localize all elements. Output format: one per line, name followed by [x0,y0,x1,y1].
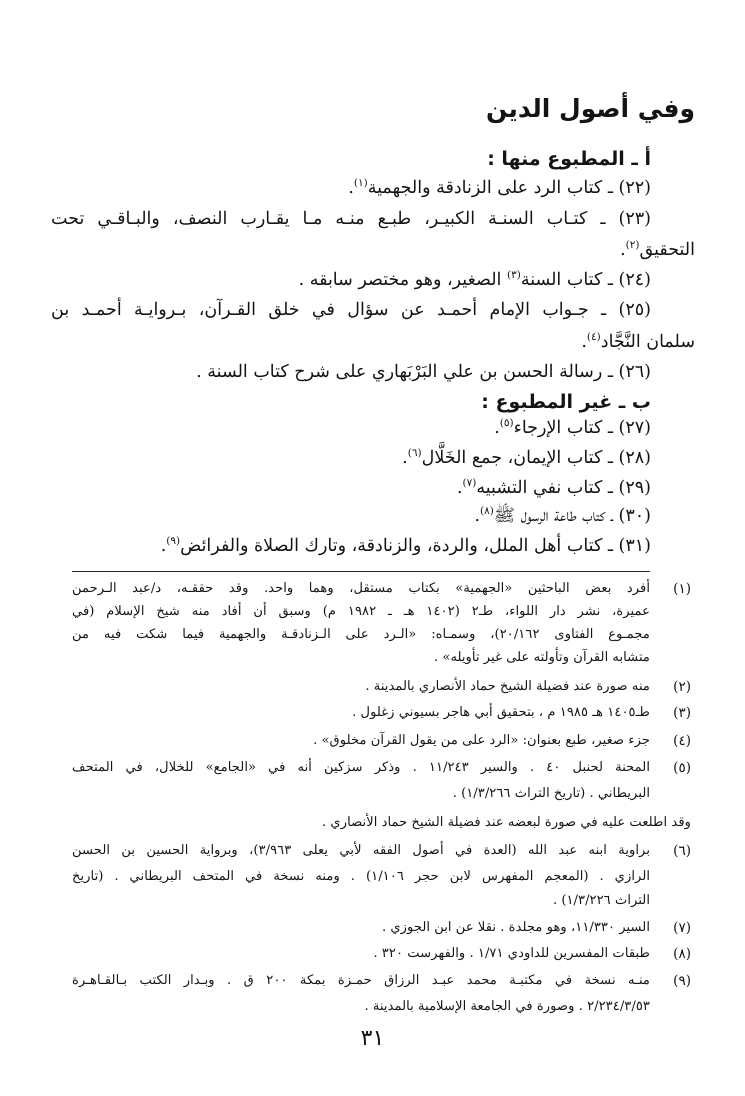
footnote-2-number: (٢) [673,679,691,695]
footnote-ref-6: (٦) [407,447,422,460]
item-26: (٢٦) ـ رسالة الحسن بن علي البَرْبَهاري على شرح كتاب السنة . [196,362,651,382]
footnote-8-number: (٨) [673,946,691,962]
footnote-1-number: (١) [673,581,691,597]
item-29-text: (٢٩) ـ كتاب نفي التشبيه [476,478,651,498]
item-30-tail: . [474,506,481,526]
item-28-tail: . [402,448,408,468]
item-31-text: (٣١) ـ كتاب أهل الملل، والردة، والزنادقة، وتارك الصلاة والفرائض [180,536,651,556]
footnote-ref-2: (٢) [625,239,640,252]
item-27 [494,418,651,439]
footnote-2-line: منه صورة عند فضيلة الشيخ حماد الأنصاري بالمدينة . [365,679,650,694]
item-27-tail: . [494,418,500,438]
item-27-text: (٢٧) ـ كتاب الإرجاء [513,418,651,438]
item-24-tail: الصغير، وهو مختصر سابقه . [298,270,507,290]
footnote-4-line: جزء صغير، طبع بعنوان: «الرد على من يقول القرآن مخلوق» . [313,733,650,748]
item-25-text: سلمان النَّجَّاد [600,332,695,352]
footnote-ref-3: (٣) [506,269,521,282]
footnote-1-line: أفرد بعض الباحثين «الجهمية» بكتاب مستقل، وهما واحد. وقد حققـه، د/عبد الـرحمن [72,581,650,596]
footnote-3-number: (٣) [673,705,691,721]
footnote-5-line: وقد اطلعت عليه في صورة لبعضه عند فضيلة الشيخ حماد الأنصاري . [322,815,691,830]
footnote-ref-9: (٩) [166,535,181,548]
footnote-9-number: (٩) [673,973,691,989]
footnote-ref-1: (١) [353,177,368,190]
item-28-text: (٢٨) ـ كتاب الإيمان، جمع الخَلَّال [421,448,651,468]
footnote-7-line: السير ١١/٣٣٠، وهو مجلدة . نقلا عن ابن الجوزي . [381,920,650,935]
item-25-line2 [581,332,695,353]
footnote-8-line: طبقات المفسرين للداودي ١/٧١ . والفهرست ٣٢٠ . [373,946,650,961]
footnote-7-number: (٧) [673,920,691,936]
item-25-tail: . [581,332,587,352]
item-29-tail: . [456,478,463,498]
footnote-9-line: ٢/٢٣٤/٣/٥٣ . وصورة في الجامعة الإسلامية بالمدينة . [364,999,650,1014]
item-23-tail: . [620,240,626,260]
subhead-unprinted: ب ـ غير المطبوع : [481,391,651,413]
item-22 [348,178,651,199]
footnote-1-line: عميرة، نشر دار اللواء، طـ٢ (١٤٠٢ هـ ـ ١٩٨٢ م) وسبق أن أفاد منه شيخ الإسلام (في [72,604,651,619]
page-number: ٣١ [360,1026,385,1051]
footnote-5-number: (٥) [673,760,691,776]
footnote-9-line: منـه نسخة في مكتبـة محمد عبـد الرزاق حمـزة بمكة ٢٠٠ ق . وبـدار الكتب بـالقـاهـرة [72,973,650,988]
footnote-6-line: التراث ١/٣/٢٢٦) . [552,893,650,908]
item-24-text: (٢٤) ـ كتاب السنة [520,270,651,290]
item-23-line1: (٢٣) ـ كتـاب السنـة الكبيـر، طبـع منـه مـا يقـارب النصف، والبـاقـي تحت [51,209,651,229]
footnote-5-line: المحنة لحنبل ٤٠ . والسير ١١/٢٤٣ . وذكر سزكين أنه في «الجامع» للخلال، في المتحف [72,760,650,775]
subhead-printed: أ ـ المطبوع منها : [487,148,651,170]
footnote-6-number: (٦) [673,843,691,859]
footnote-6-line: براوية ابنه عبد الله (العدة في أصول الفقه لأبي يعلى ٣/٩٦٣)، وبرواية الحسين بن الحسن [72,843,650,858]
item-24 [299,270,651,291]
footnote-5-line: البريطاني . (تاريخ التراث ١/٣/٢٦٦) . [452,786,650,801]
footnote-4-number: (٤) [673,733,691,749]
item-25-line1: (٢٥) ـ جـواب الإمام أحمـد عن سؤال في خلق القـرآن، بـروايـة أحمـد بن [51,300,651,320]
item-23-text: التحقيق [639,240,695,260]
footnote-ref-7: (٧) [462,477,477,490]
footnote-1-line: متشابه القرآن وتأولته على غير تأويله» . [434,650,650,665]
item-22-text: (٢٢) ـ كتاب الرد على الزنادقة والجهمية [367,178,651,198]
item-22-tail: . [348,178,354,198]
footnote-3-line: طـ١٤٠٥ هـ ١٩٨٥ م ، بتحقيق أبي هاجر بسيوني زغلول . [352,705,650,720]
footnote-6-line: الرازي . (المعجم المفهرس لابن حجر ١/١٠٦) . ومنه نسخة في المتحف البريطاني . (تاريخ [72,869,650,884]
item-31-tail: . [160,536,167,556]
item-30-text: (٣٠) ـ كتاب طاعة الرسول ﷺ [493,506,651,526]
section-title: وفي أصول الدين [486,94,695,123]
item-23-line2 [620,240,695,261]
item-30 [474,506,651,527]
footnote-1-line: مجمـوع الفتاوى ٢٠/١٦٢)، وسمـاه: «الـرد على الـزنادقـة والجهمية فيما شكت فيه من [72,627,650,642]
footnote-ref-5: (٥) [499,417,514,430]
footnote-separator [72,571,650,572]
footnote-ref-4: (٤) [586,331,601,344]
item-28 [402,448,651,469]
footnote-ref-8: (٨) [480,505,494,518]
item-29 [457,478,651,499]
item-31 [161,536,651,557]
